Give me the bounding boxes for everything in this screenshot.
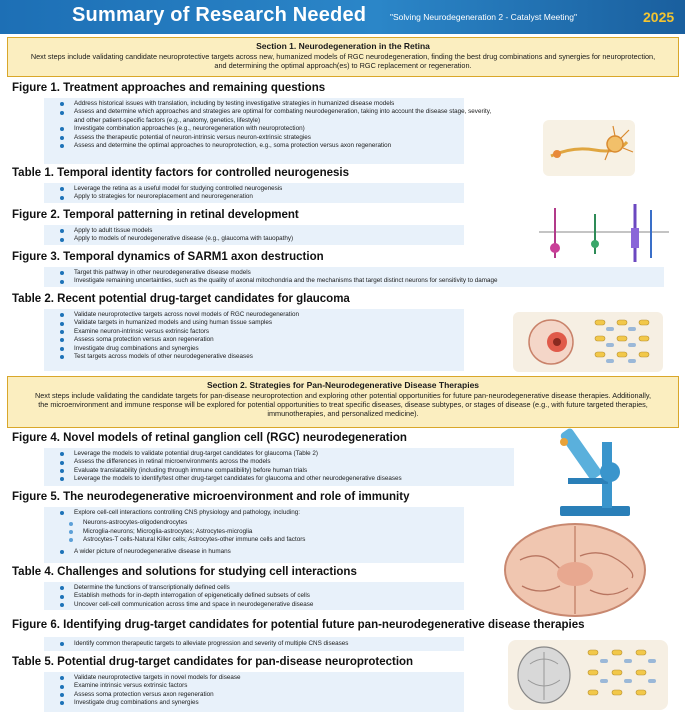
table-5-bullets <box>60 674 241 708</box>
section-1-body: Next steps include validating candidate neuroprotective targets across new, humanized models of RGC neurodegeneration, finding the best drug combinations and synergies for neuroprotection, and determining the optimal approach(es) to RGC replacement or regeneration. <box>30 52 656 71</box>
figure-6-bullets <box>60 640 348 648</box>
neuron-illustration-icon <box>543 120 635 176</box>
figure-3-bullets <box>60 269 498 286</box>
section-2-heading: Section 2. Strategies for Pan-Neurodegenerative Disease Therapies <box>206 380 480 390</box>
list-item: Astrocytes-T cells-Natural Killer cells; Astrocytes-other immune cells and factors <box>60 536 305 544</box>
table-4-title: Table 4. Challenges and solutions for studying cell interactions <box>12 566 357 578</box>
list-item: Leverage the models to validate potential drug-target candidates for glaucoma (Table 2) <box>60 450 402 458</box>
list-item: Test targets across models of other neurodegenerative diseases <box>60 353 299 361</box>
list-item: Establish methods for in-depth interrogation of epigenetically defined subsets of cells <box>60 592 313 600</box>
list-item: Evaluate translatability (including through immune compatibility) before human trials <box>60 467 402 475</box>
figure-2-title: Figure 2. Temporal patterning in retinal development <box>12 209 299 221</box>
section-2-body: Next steps include validating the candidate targets for pan-disease neuroprotection and exploring other potential opportunities for future pan-neurodegenerative disease therapies. Additionally, the microenvironment and immune response will be explored for potential opportunities to treat specific diseases, disease subtypes, or stages of disease (e.g., with future targeted therapies, immunotherapies, and personalized medicine). <box>34 391 652 419</box>
list-item: Address historical issues with translation, including by testing investigative strategies in humanized disease models <box>60 100 500 108</box>
list-item: Assess and determine which approaches and strategies are optimal for combating neurodegeneration, taking into account the disease stage, severity, and other patient-specific factors (e.g., anatomy, genetics, lifestyle) <box>60 108 500 125</box>
page-title: Summary of Research Needed <box>72 4 367 26</box>
list-item: Assess soma protection versus axon regeneration <box>60 336 299 344</box>
retinal-development-icon <box>535 198 673 268</box>
figure-1-bullets <box>60 100 500 150</box>
list-item: Examine neuron-intrinsic versus extrinsic factors <box>60 328 299 336</box>
figure-5-bullets <box>60 509 305 556</box>
brain-scan-and-pills-icon <box>508 640 668 710</box>
list-item: Assess the therapeutic potential of neuron-intrinsic versus neuron-extrinsic strategies <box>60 134 500 142</box>
list-item: Neurons-astrocytes-oligodendrocytes <box>60 519 305 527</box>
figure-6-title: Figure 6. Identifying drug-target candidates for potential future pan-neurodegenerative disease therapies <box>12 619 585 631</box>
list-item: Determine the functions of transcriptionally defined cells <box>60 584 313 592</box>
list-item: Uncover cell-cell communication across time and space in neurodegenerative disease <box>60 601 313 609</box>
list-item: Microglia-neurons; Microglia-astrocytes; Astrocytes-microglia <box>60 528 305 536</box>
list-item: Assess and determine the optimal approaches to neuroprotection, e.g., soma protection versus axon regeneration <box>60 142 500 150</box>
figure-4-title: Figure 4. Novel models of retinal ganglion cell (RGC) neurodegeneration <box>12 432 407 444</box>
table-5-title: Table 5. Potential drug-target candidates for pan-disease neuroprotection <box>12 656 414 668</box>
table-2-bullets <box>60 311 299 361</box>
list-item: Investigate drug combinations and synergies <box>60 345 299 353</box>
microscope-icon <box>540 412 650 522</box>
list-item: Assess soma protection versus axon regeneration <box>60 691 241 699</box>
eye-and-pills-icon <box>513 312 663 372</box>
list-item: Leverage the models to identify/test other drug-target candidates for glaucoma and other neurodegenerative diseases <box>60 475 402 483</box>
list-item: Target this pathway in other neurodegenerative disease models <box>60 269 498 277</box>
table-1-title: Table 1. Temporal identity factors for controlled neurogenesis <box>12 167 349 179</box>
list-item: Validate neuroprotective targets across novel models of RGC neurodegeneration <box>60 311 299 319</box>
header-banner <box>0 0 685 34</box>
brain-icon <box>500 520 650 620</box>
list-item: Examine intrinsic versus extrinsic factors <box>60 682 241 690</box>
list-item: Investigate drug combinations and synergies <box>60 699 241 707</box>
list-item: A wider picture of neurodegenerative disease in humans <box>60 548 305 556</box>
list-item: Investigate combination approaches (e.g., neuroregeneration with neuroprotection) <box>60 125 500 133</box>
list-item: Apply to models of neurodegenerative disease (e.g., glaucoma with tauopathy) <box>60 235 293 243</box>
table-4-bullets <box>60 584 313 609</box>
figure-4-bullets <box>60 450 402 484</box>
meeting-name: "Solving Neurodegeneration 2 - Catalyst Meeting" <box>390 12 577 22</box>
table-2-title: Table 2. Recent potential drug-target candidates for glaucoma <box>12 293 350 305</box>
list-item: Identify common therapeutic targets to alleviate progression and severity of multiple CNS diseases <box>60 640 348 648</box>
figure-2-bullets <box>60 227 293 244</box>
list-item: Explore cell-cell interactions controlling CNS physiology and pathology, including: <box>60 509 305 517</box>
list-item: Validate neuroprotective targets in novel models for disease <box>60 674 241 682</box>
list-item: Apply to adult tissue models <box>60 227 293 235</box>
list-item: Investigate remaining uncertainties, such as the quality of axonal mitochondria and the mechanisms that target distinct neurons for sensitivity to damage <box>60 277 498 285</box>
year-label: 2025 <box>643 9 675 25</box>
list-item: Leverage the retina as a useful model for studying controlled neurogenesis <box>60 185 282 193</box>
figure-1-title: Figure 1. Treatment approaches and remaining questions <box>12 82 326 94</box>
list-item: Apply to strategies for neuroreplacement and neuroregeneration <box>60 193 282 201</box>
section-1-heading: Section 1. Neurodegeneration in the Retina <box>256 41 430 51</box>
list-item: Validate targets in humanized models and using human tissue samples <box>60 319 299 327</box>
figure-3-title: Figure 3. Temporal dynamics of SARM1 axon destruction <box>12 251 324 263</box>
table-1-bullets <box>60 185 282 202</box>
section-1-box <box>7 37 679 77</box>
list-item: Assess the differences in retinal microenvironments across the models <box>60 458 402 466</box>
figure-5-title: Figure 5. The neurodegenerative microenvironment and role of immunity <box>12 491 410 503</box>
